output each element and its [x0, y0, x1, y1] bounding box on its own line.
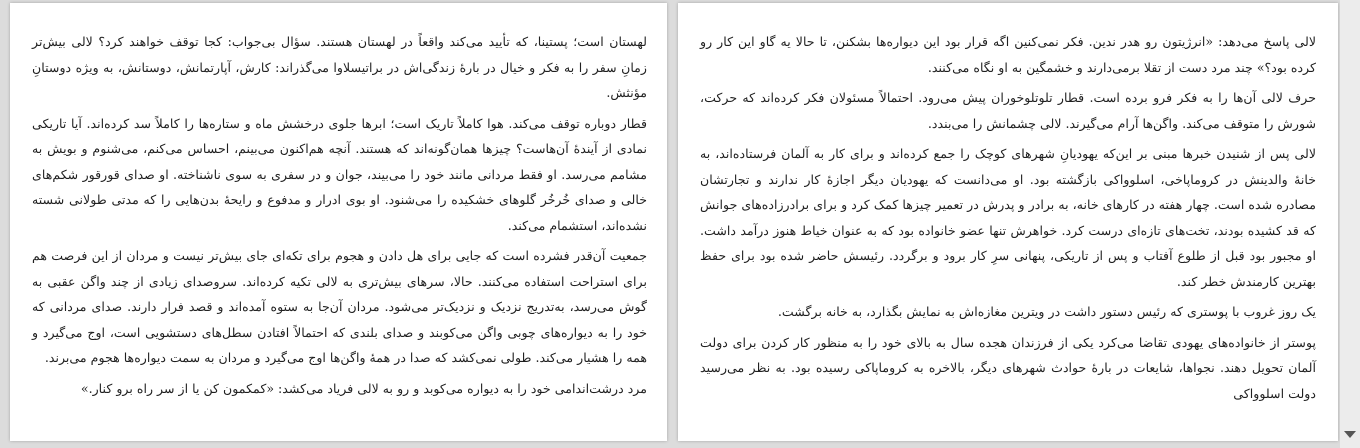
- book-page-left: [10, 3, 667, 441]
- paragraph: مرد درشت‌اندامی خود را به دیواره می‌کوبد و رو به لالی فریاد می‌کشد: «کمکمون کن یا از سر راه برو کنار.»: [80, 380, 647, 396]
- paragraph: پوستر از خانواده‌های یهودی تقاضا می‌کرد یکی از فرزندان هجده سال به بالای خود را به منظور کار کردن برای دولت آلمان تحویل دهند. نجواها، شایعات در بارهٔ حوادث شهرهای دیگر، بالاخره به کروماپاکی رسیده بود. به نظر می‌رسید دولت اسلوواکی: [700, 334, 1316, 401]
- scroll-down-arrow-icon[interactable]: [1344, 431, 1356, 438]
- book-page-right: [678, 3, 1338, 441]
- vertical-scrollbar[interactable]: [1340, 0, 1360, 448]
- paragraph: لهستان است؛ پستینا، که تأیید می‌کند واقعاً در لهستان هستند. سؤال بی‌جواب: کجا توقف خواهند کرد؟ لالی بیش‌تر زمانِ سفر را به فکر و خیال در بارهٔ زندگی‌اش در براتیسلاوا می‌گذراند: کارش، آپارتمانش، دوستانش، به ویژه دوستانِ مؤنثش.: [32, 34, 647, 100]
- paragraph: یک روز غروب با پوستری که رئیس دستور داشت در ویترین مغازه‌اش به نمایش بگذارد، به خانه برگشت.: [777, 304, 1316, 319]
- paragraph: جمعیت آن‌قدر فشرده است که جایی برای هل دادن و هجوم برای تکه‌ای جای بیش‌تر نیست و مردان از این فرصت هم برای استراحت استفاده می‌کنند. حالا، سرهای بیش‌تری به لالی تکیه کرده‌اند. سروصدای زیادی از چند واگن عقبی به گوش می‌رسد، به‌تدریج نزدیک و نزدیک‌تر می‌شود. مردان آن‌جا به ستوه آمده‌اند و قصد فرار دارند. صدای مردانی که خود را به دیواره‌های چوبی واگن می‌کوبند و صدای بلندی که احتمالاً افتادن سطل‌های دستشویی است، اوج می‌گیرد و همه را هشیار می‌کند. طولی نمی‌کشد که صدا در همهٔ واگن‌ها اوج می‌گیرد و مردان به سمت دیواره‌ها هجوم می‌برند.: [32, 248, 647, 365]
- paragraph: لالی پس از شنیدن خبرها مبنی بر این‌که یهودیانِ شهرهای کوچک را جمع کرده‌اند و برای کار به آلمان فرستاده‌اند، به خانهٔ والدینش در کروماپاخی، اسلوواکی بازگشته بود. او می‌دانست که یهودیان دیگر اجازهٔ کار ندارند و تجارتشان مصادره شده است. چهار هفته در کارهای خانه، به برادر و پدرش در تعمیر چیزها کمک کرد و برای برادرزاده‌های جوانش که قد کشیده بودند، تخت‌های تازه‌ای درست کرد. خواهرش تنها عضو خانواده بود که به عنوان خیاط هنوز درآمد داشت. او مجبور بود قبل از طلوع آفتاب و پس از تاریکی، پنهانی سرِ کار برود و برگردد. رئیسش حاضر شده بود برای حفظ بهترین کارمندش خطر کند.: [700, 146, 1316, 289]
- paragraph: لالی پاسخ می‌دهد: «انرژیتون رو هدر ندین. فکر نمی‌کنین اگه قرار بود این دیواره‌ها بشکنن، تا حالا یه گاو این کار رو کرده بود؟» چند مرد دست از تقلا برمی‌دارند و خشمگین به او نگاه می‌کنند.: [700, 34, 1316, 75]
- paragraph: قطار دوباره توقف می‌کند. هوا کاملاً تاریک است؛ ابرها جلوی درخشش ماه و ستاره‌ها را کاملاً سد کرده‌اند. آیا تاریکی نمادی از آیندهٔ آن‌هاست؟ چیزها همان‌گونه‌اند که هستند. آنچه هم‌اکنون می‌بینم، احساس می‌کنم، می‌شنوم و بویش به مشامم می‌رسد. او فقط مردانی مانند خود را می‌بیند، جوان و در سفری به سوی ناشناخته. او صدای قورقور شکم‌های خالی و صدای خُرخُر گلوهای خشکیده را می‌شنود. او بوی ادرار و مدفوع و رایحهٔ بدن‌هایی را که مدتی طولانی شسته نشده‌اند، استشمام می‌کند.: [32, 115, 647, 233]
- paragraph: حرف لالی آن‌ها را به فکر فرو برده است. قطار تلوتلوخوران پیش می‌رود. احتمالاً مسئولان فکر کرده‌اند که حرکت، شورش را متوقف می‌کند. واگن‌ها آرام می‌گیرند. لالی چشمانش را می‌بندد.: [700, 90, 1316, 131]
